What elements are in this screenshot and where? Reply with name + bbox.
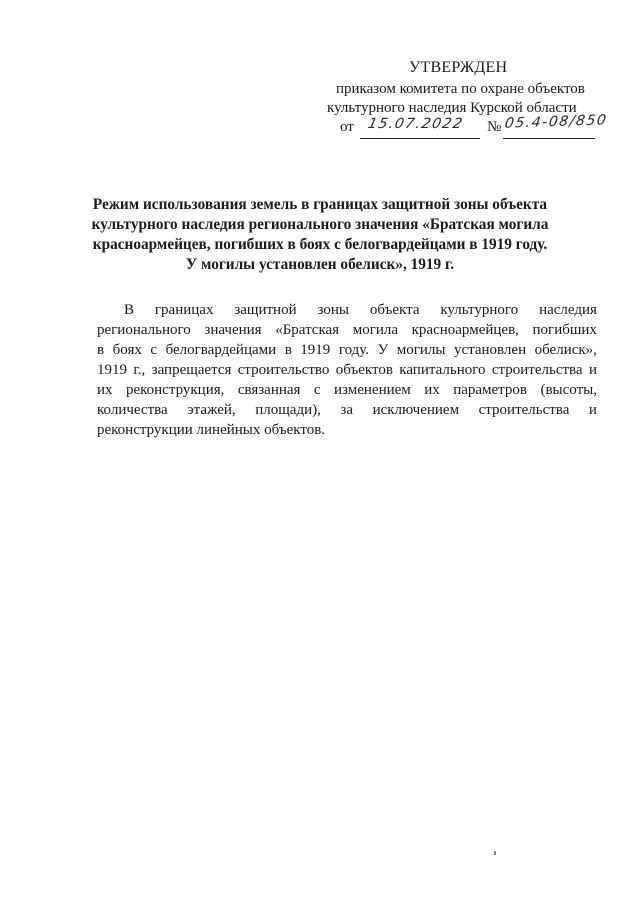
body-word: с [313,382,321,398]
body-word: строительства [478,402,570,418]
body-word: параметров [453,382,528,398]
body-word: У [377,342,389,358]
body-word: 1919 [300,342,331,358]
body-line [97,340,597,360]
body-word: капитального [399,362,486,378]
title-line: У могилы установлен обелиск», 1919 г. [185,256,455,273]
body-word: этажей, [187,402,236,418]
body-line [97,380,597,400]
body-word: и [588,362,597,378]
title-line: культурного наследия регионального значения «Братская могила [91,216,549,233]
body-line [97,320,597,340]
body-word: площади), [255,402,321,418]
date-field [360,118,480,139]
body-word: установлен [453,342,527,358]
body-word: границах [154,302,214,318]
body-line [97,360,597,380]
body-word: их [97,382,113,398]
body-word: боях [112,342,142,358]
body-word: (высоты, [540,382,597,398]
body-word: в [97,342,105,358]
handwritten-number: 05.4-08/850 [503,112,609,132]
body-word: «Братская [275,322,340,338]
scan-artifact [494,851,496,855]
body-word: В [124,302,135,318]
body-word: за [340,402,354,418]
body-word: красноармейцев, [411,322,519,338]
body-word: их [424,382,440,398]
body-word: культурного [440,302,519,318]
body-word: и [588,402,597,418]
body-word: в [284,342,292,358]
body-line [97,300,597,320]
body-word: с [150,342,158,358]
body-word: связанная [237,382,301,398]
number-label: № [487,119,502,135]
title-line: Режим использования земель в границах защитной зоны объекта [92,196,548,213]
body-word: объекта [369,302,420,318]
body-word: запрещается [151,362,232,378]
body-word: объектов [335,362,393,378]
handwritten-date: 15.07.2022 [366,116,465,132]
approval-line-committee: культурного наследия Курской области [327,100,577,116]
approval-line-order: приказом комитета по охране объектов [336,81,585,97]
date-label: от [340,119,354,135]
body-word: 1919 [97,362,127,378]
body-word: строительства [491,362,583,378]
document-body [97,300,597,440]
title-line: красноармейцев, погибших в боях с белогвардейцами в 1919 году. [92,236,548,253]
body-word: могилы [396,342,446,358]
body-line [97,400,597,420]
body-word: защитной [234,302,297,318]
body-word: значения [204,322,262,338]
body-word: погибших [532,322,597,338]
body-word: зоны [317,302,349,318]
body-word: строительство [237,362,330,378]
document-title [70,195,570,275]
approval-heading: УТВЕРЖДЕН [409,59,508,76]
body-word: могила [352,322,399,338]
body-word: реконструкция, [125,382,225,398]
body-word: обелиск», [534,342,597,358]
body-word: наследия [539,302,597,318]
body-word: регионального [97,322,191,338]
body-word: исключением [372,402,460,418]
approval-line-date-number [340,112,609,140]
body-word: количества [97,402,168,418]
body-word: г., [133,362,146,378]
body-word: году. [338,342,370,358]
body-line: реконструкции линейных объектов. [97,422,326,438]
number-field [503,112,609,139]
body-word: изменением [334,382,411,398]
body-word: белогвардейцами [165,342,277,358]
